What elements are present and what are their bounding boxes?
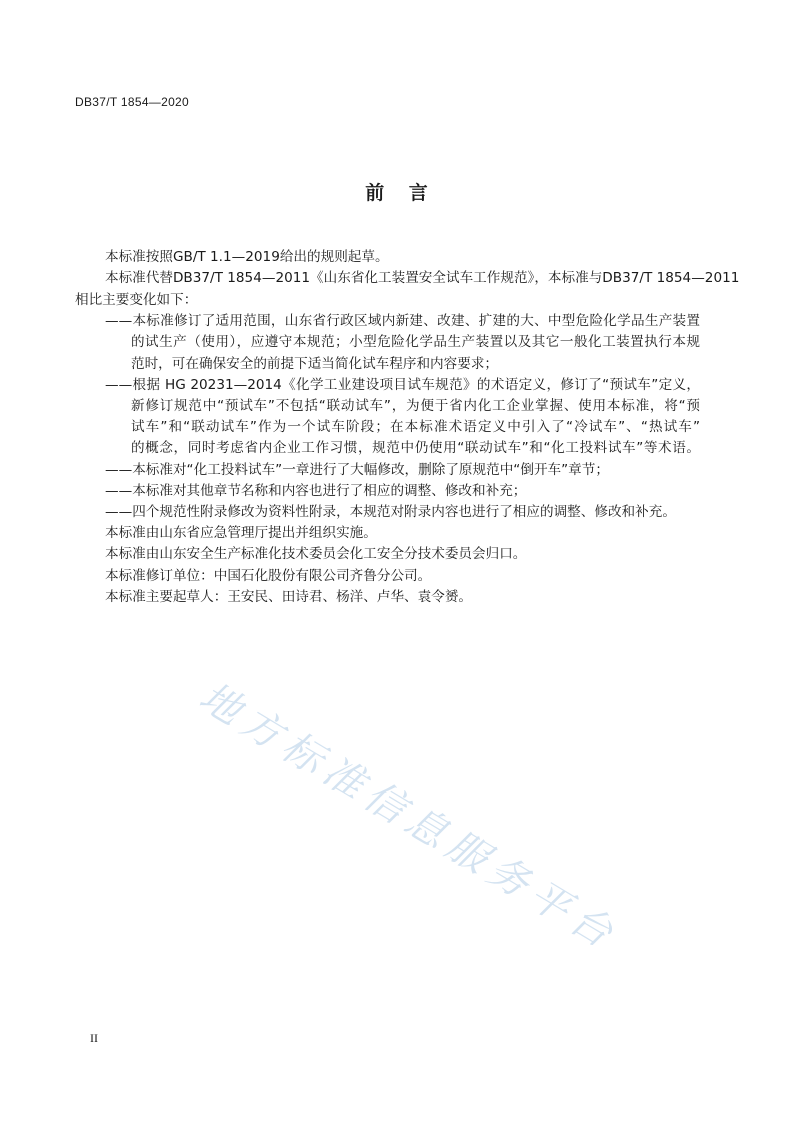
list-item-continuation: 试车”和“联动试车”作为一个试车阶段；在本标准术语定义中引入了“冷试车”、“热试车”	[131, 419, 700, 435]
list-item-continuation: 范时，可在确保安全的前提下适当简化试车程序和内容要求；	[131, 356, 499, 372]
paragraph-line: 本标准按照GB/T 1.1—2019给出的规则起草。	[105, 249, 389, 265]
list-item-continuation: 的概念，同时考虑省内企业工作习惯，规范中仍使用“联动试车”和“化工投料试车”等术语。	[131, 440, 700, 456]
watermark: 地方标准信息服务平台	[191, 673, 627, 961]
page-title: 前 言	[365, 182, 428, 204]
paragraph-line: 本标准修订单位：中国石化股份有限公司齐鲁分公司。	[105, 568, 432, 584]
paragraph-line: 本标准代替DB37/T 1854—2011《山东省化工装置安全试车工作规范》，本标准与DB37/T 1854—2011	[105, 270, 740, 286]
paragraph-line: 本标准主要起草人：王安民、田诗君、杨洋、卢华、袁令赟。	[105, 589, 473, 605]
list-item: ——四个规范性附录修改为资料性附录，本规范对附录内容也进行了相应的调整、修改和补充。	[105, 504, 676, 520]
paragraph-line: 相比主要变化如下：	[75, 292, 198, 308]
list-item-continuation: 的试生产（使用），应遵守本规范；小型危险化学品生产装置以及其它一般化工装置执行本规	[131, 334, 700, 350]
list-item: ——本标准对其他章节名称和内容也进行了相应的调整、修改和补充；	[105, 483, 527, 499]
list-item: ——本标准对“化工投料试车”一章进行了大幅修改，删除了原规范中“倒开车”章节；	[105, 462, 609, 478]
list-item: ——本标准修订了适用范围，山东省行政区域内新建、改建、扩建的大、中型危险化学品生产装置	[105, 313, 700, 329]
list-item-continuation: 新修订规范中“预试车”不包括“联动试车”，为便于省内化工企业掌握、使用本标准，将“预	[131, 398, 700, 414]
paragraph-line: 本标准由山东省应急管理厅提出并组织实施。	[105, 525, 377, 541]
paragraph-line: 本标准由山东安全生产标准化技术委员会化工安全分技术委员会归口。	[105, 546, 527, 562]
page-number: II	[90, 1031, 98, 1045]
document-code: DB37/T 1854—2020	[75, 95, 189, 109]
list-item: ——根据 HG 20231—2014《化学工业建设项目试车规范》的术语定义，修订了“预试车”定义，	[105, 377, 700, 393]
